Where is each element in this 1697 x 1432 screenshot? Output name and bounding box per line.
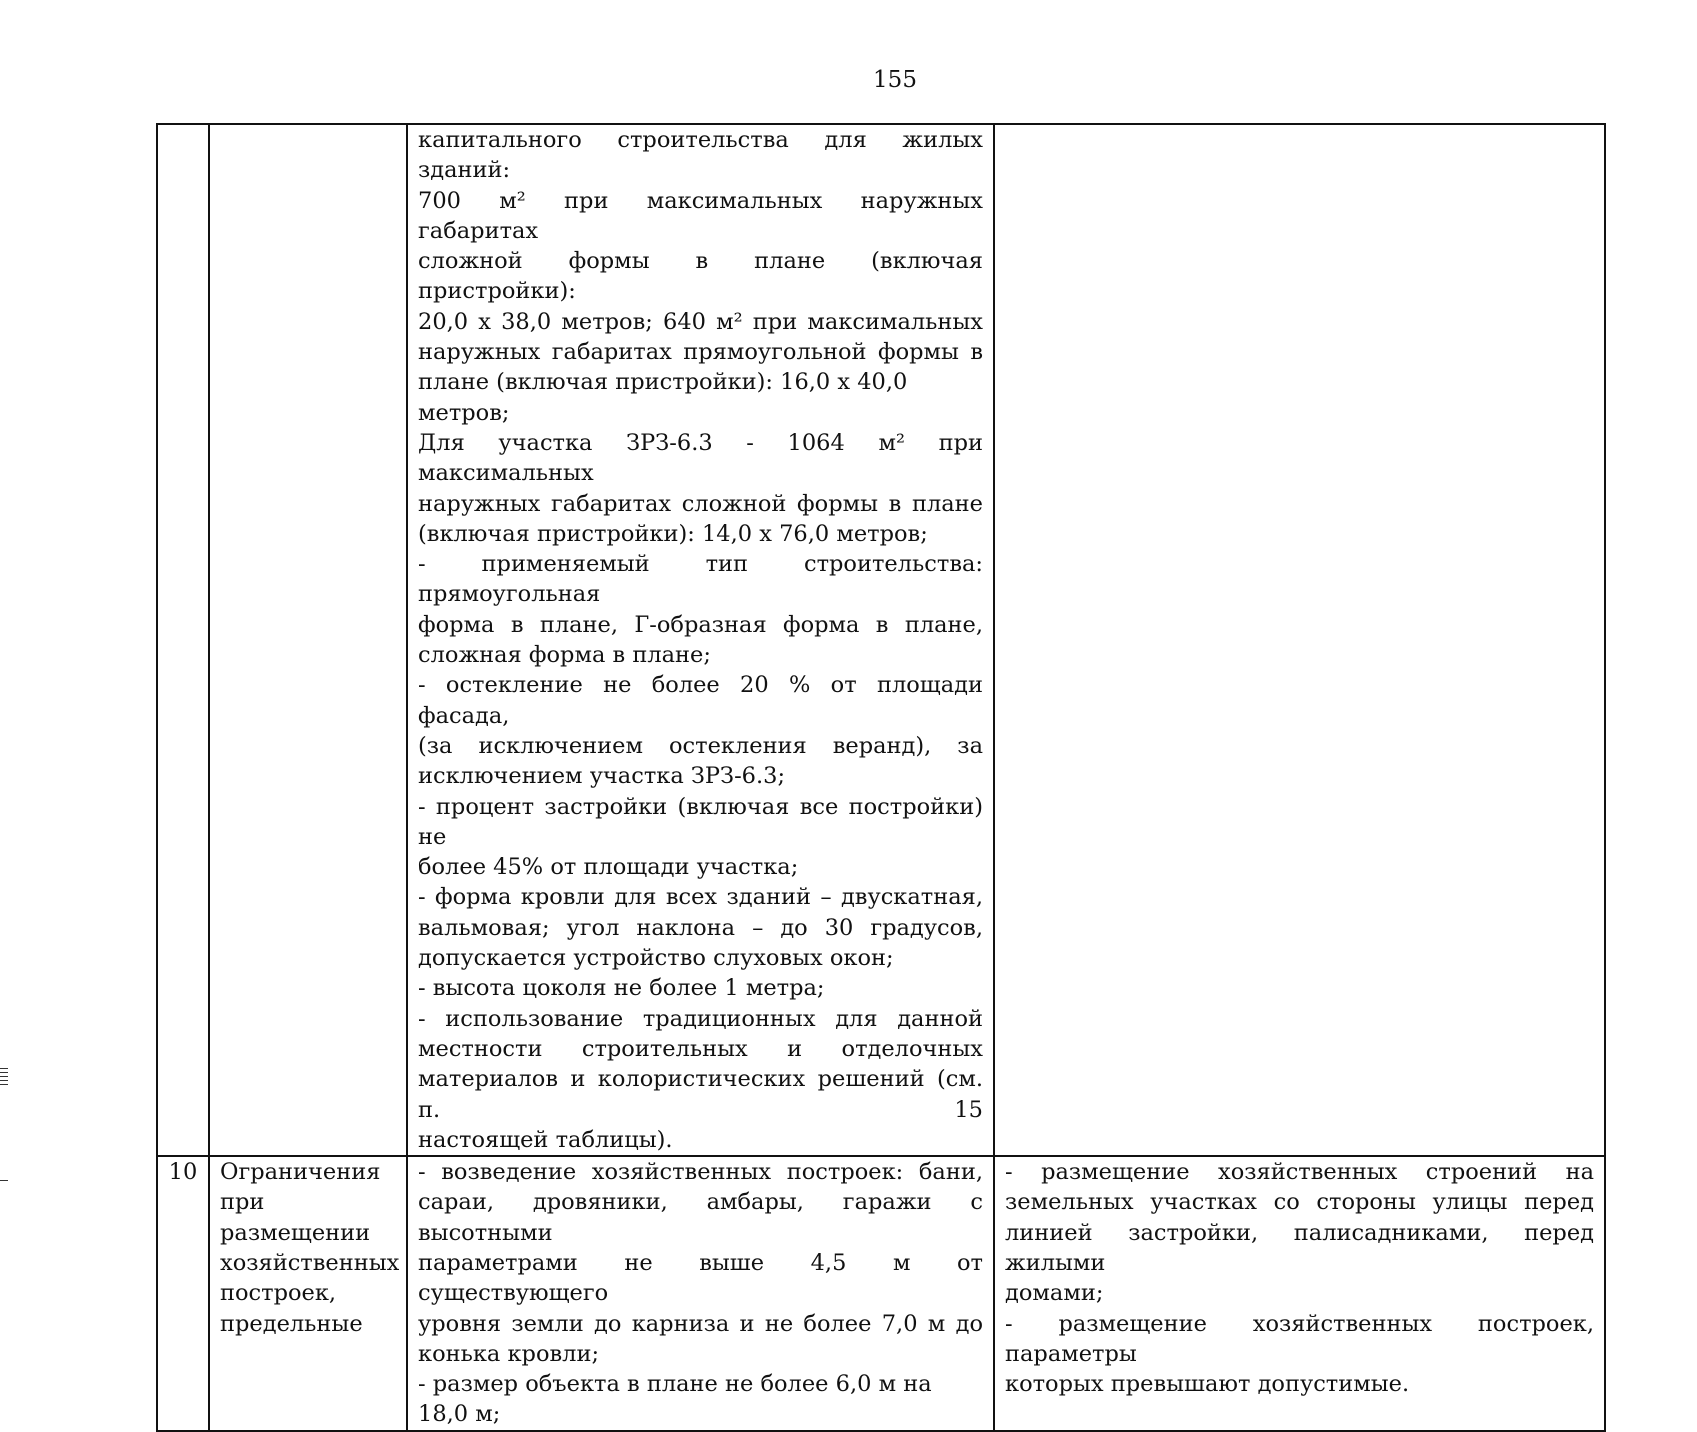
text-line: 20,0 х 38,0 метров; 640 м² при максимальных <box>418 308 983 335</box>
row-name-line: при <box>220 1189 265 1216</box>
row-name-line: предельные <box>220 1310 363 1337</box>
text-line: сараи, дровяники, амбары, гаражи с высотными <box>418 1189 983 1246</box>
text-line: сложной формы в плане (включая пристройки): <box>418 248 983 305</box>
text-line: - процент застройки (включая все постройки) не <box>418 793 983 850</box>
regulations-table <box>156 123 1606 1432</box>
text-line: капитального строительства для жилых зданий: <box>418 127 983 184</box>
table-row-10 <box>157 1156 1605 1431</box>
text-line: уровня земли до карниза и не более 7,0 м до <box>418 1310 983 1337</box>
table-row-continued <box>157 124 1605 1156</box>
text-line: - форма кровли для всех зданий – двускатная, <box>418 884 983 911</box>
row-number-cell: 10 <box>157 1156 209 1431</box>
text-line: форма в плане, Г-образная форма в плане, <box>418 611 983 638</box>
text-line: исключением участка ЗРЗ-6.3; <box>418 763 786 790</box>
row-name-line: Ограничения <box>220 1159 381 1186</box>
row-name-line: построек, <box>220 1280 337 1307</box>
text-line: настоящей таблицы). <box>418 1126 673 1153</box>
text-line: - высота цоколя не более 1 метра; <box>418 975 825 1002</box>
text-line: (за исключением остекления веранд), за <box>418 732 983 759</box>
text-line: вальмовая; угол наклона – до 30 градусов, <box>418 914 983 941</box>
row-name-line: размещении <box>220 1219 371 1246</box>
text-line: - возведение хозяйственных построек: бани, <box>418 1159 983 1186</box>
text-line: которых превышают допустимые. <box>1005 1371 1410 1398</box>
text-line: - использование традиционных для данной <box>418 1005 983 1032</box>
permitted-parameters-cell <box>407 1156 994 1431</box>
text-line: материалов и колористических решений (см. п. 15 <box>418 1066 983 1123</box>
text-line: - размер объекта в плане не более 6,0 м на 18,0 м; <box>418 1371 932 1428</box>
text-line: сложная форма в плане; <box>418 642 711 669</box>
text-line: параметрами не выше 4,5 м от существующего <box>418 1249 983 1307</box>
row-number-cell <box>157 124 209 1156</box>
text-line: - размещение хозяйственных строений на <box>1005 1159 1594 1186</box>
text-line: местности строительных и отделочных <box>418 1035 983 1062</box>
row-name-line: хозяйственных <box>220 1249 400 1276</box>
text-line: 700 м² при максимальных наружных габаритах <box>418 187 983 244</box>
text-line: - остекление не более 20 % от площади фасада, <box>418 672 983 729</box>
row-name-cell <box>209 1156 407 1431</box>
text-line: (включая пристройки): 14,0 х 76,0 метров; <box>418 520 928 547</box>
permitted-parameters-cell <box>407 124 994 1156</box>
text-line: наружных габаритах сложной формы в плане <box>418 490 983 517</box>
margin-scan-marks <box>0 1068 8 1088</box>
text-line: земельных участках со стороны улицы перед <box>1005 1189 1594 1216</box>
text-line: Для участка ЗРЗ-6.3 - 1064 м² при максимальных <box>418 429 983 487</box>
row-name-cell <box>209 124 407 1156</box>
text-line: плане (включая пристройки): 16,0 х 40,0 метров; <box>418 369 908 426</box>
text-line: допускается устройство слуховых окон; <box>418 945 894 972</box>
text-line: линией застройки, палисадниками, перед жилыми <box>1005 1219 1594 1276</box>
margin-dash-mark <box>0 1180 8 1181</box>
text-line: наружных габаритах прямоугольной формы в <box>418 339 983 366</box>
prohibited-cell <box>994 1156 1605 1431</box>
page-number: 155 <box>873 67 917 93</box>
text-line: домами; <box>1005 1280 1104 1307</box>
text-line: более 45% от площади участка; <box>418 854 799 881</box>
prohibited-cell <box>994 124 1605 1156</box>
text-line: - размещение хозяйственных построек, параметры <box>1005 1310 1594 1367</box>
text-line: конька кровли; <box>418 1340 600 1367</box>
text-line: - применяемый тип строительства: прямоугольная <box>418 551 983 608</box>
